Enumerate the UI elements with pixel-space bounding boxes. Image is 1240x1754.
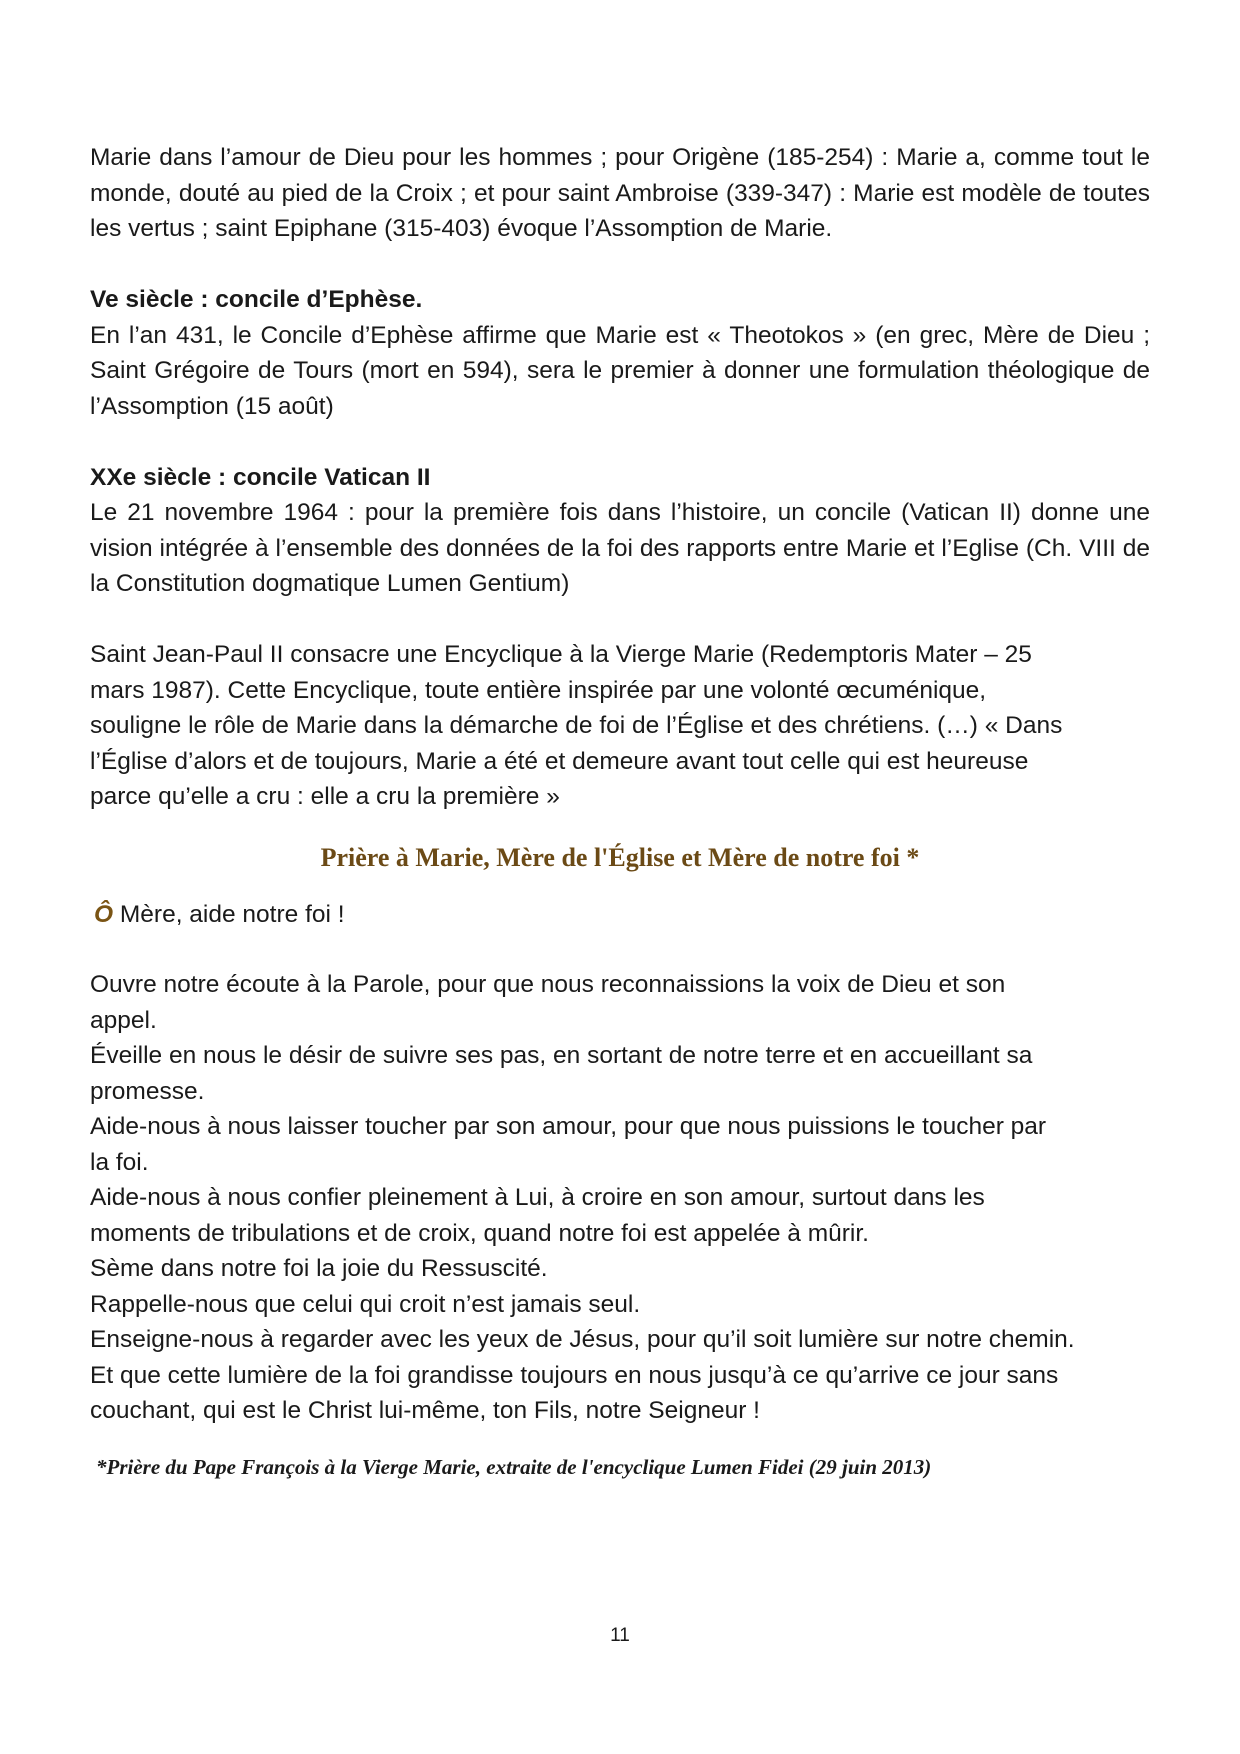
- heading-vatican-ii: XXe siècle : concile Vatican II: [90, 463, 431, 491]
- intro-paragraph: Marie dans l’amour de Dieu pour les hommes ; pour Origène (185-254) : Marie a, comme tout le monde, douté au pied de la Croix ; et pour saint Ambroise (339-347) : Marie est modèle de toutes les vertus ; saint Epiphane (315-403) évoque l’Assomption de Marie.: [90, 144, 1150, 242]
- encyclical-line: parce qu’elle a cru : elle a cru la première »: [90, 783, 560, 810]
- prayer-line: Aide-nous à nous confier pleinement à Lui, à croire en son amour, surtout dans les: [90, 1184, 985, 1211]
- prayer-line: Sème dans notre foi la joie du Ressuscité.: [90, 1255, 548, 1282]
- encyclical-paragraph: [90, 637, 1150, 815]
- prayer-opening-letter: Ô: [94, 900, 114, 928]
- spacer: [90, 602, 1150, 638]
- prayer-opening: [94, 897, 1150, 933]
- prayer-title: Prière à Marie, Mère de l'Église et Mère de notre foi *: [320, 842, 920, 872]
- document-page: [90, 140, 1150, 1481]
- page-number: 11: [610, 1625, 630, 1646]
- paragraph-vatican-ii: Le 21 novembre 1964 : pour la première fois dans l’histoire, un concile (Vatican II) donne une vision intégrée à l’ensemble des données de la foi des rapports entre Marie et l’Eglise (Ch. VIII de la Constitution dogmatique Lumen Gentium): [90, 499, 1150, 597]
- prayer-opening-text: Mère, aide notre foi !: [113, 900, 345, 928]
- prayer-line: appel.: [90, 1006, 157, 1034]
- spacer: [90, 247, 1150, 283]
- prayer-line: couchant, qui est le Christ lui-même, ton Fils, notre Seigneur !: [90, 1397, 760, 1424]
- prayer-line: Et que cette lumière de la foi grandisse toujours en nous jusqu’à ce qu’arrive ce jour sans: [90, 1361, 1059, 1389]
- encyclical-line: mars 1987). Cette Encyclique, toute entière inspirée par une volonté œcuménique,: [90, 676, 987, 704]
- spacer: [90, 424, 1150, 460]
- prayer-body: [90, 967, 1150, 1429]
- prayer-line: la foi.: [90, 1148, 149, 1176]
- prayer-line: Rappelle-nous que celui qui croit n’est jamais seul.: [90, 1290, 641, 1318]
- prayer-line: Éveille en nous le désir de suivre ses pas, en sortant de notre terre et en accueillant sa: [90, 1042, 1033, 1069]
- encyclical-line: Saint Jean-Paul II consacre une Encyclique à la Vierge Marie (Redemptoris Mater – 25: [90, 641, 1032, 668]
- heading-concile-ephese: Ve siècle : concile d’Ephèse.: [90, 286, 423, 313]
- prayer-line: Ouvre notre écoute à la Parole, pour que nous reconnaissions la voix de Dieu et son: [90, 971, 1006, 998]
- prayer-footnote: *Prière du Pape François à la Vierge Marie, extraite de l'encyclique Lumen Fidei (29 juin 2013): [96, 1454, 932, 1479]
- paragraph-concile-ephese: En l’an 431, le Concile d’Ephèse affirme que Marie est « Theotokos » (en grec, Mère de Dieu ; Saint Grégoire de Tours (mort en 594), sera le premier à donner une formulation théologique de l’Assomption (15 août): [90, 321, 1150, 420]
- prayer-line: promesse.: [90, 1077, 205, 1105]
- prayer-line: Enseigne-nous à regarder avec les yeux de Jésus, pour qu’il soit lumière sur notre chemin.: [90, 1326, 1075, 1353]
- encyclical-line: l’Église d’alors et de toujours, Marie a été et demeure avant tout celle qui est heureuse: [90, 747, 1029, 775]
- prayer-line: Aide-nous à nous laisser toucher par son amour, pour que nous puissions le toucher par: [90, 1113, 1047, 1140]
- prayer-line: moments de tribulations et de croix, quand notre foi est appelée à mûrir.: [90, 1219, 869, 1247]
- encyclical-line: souligne le rôle de Marie dans la démarche de foi de l’Église et des chrétiens. (…) « Dans: [90, 712, 1063, 739]
